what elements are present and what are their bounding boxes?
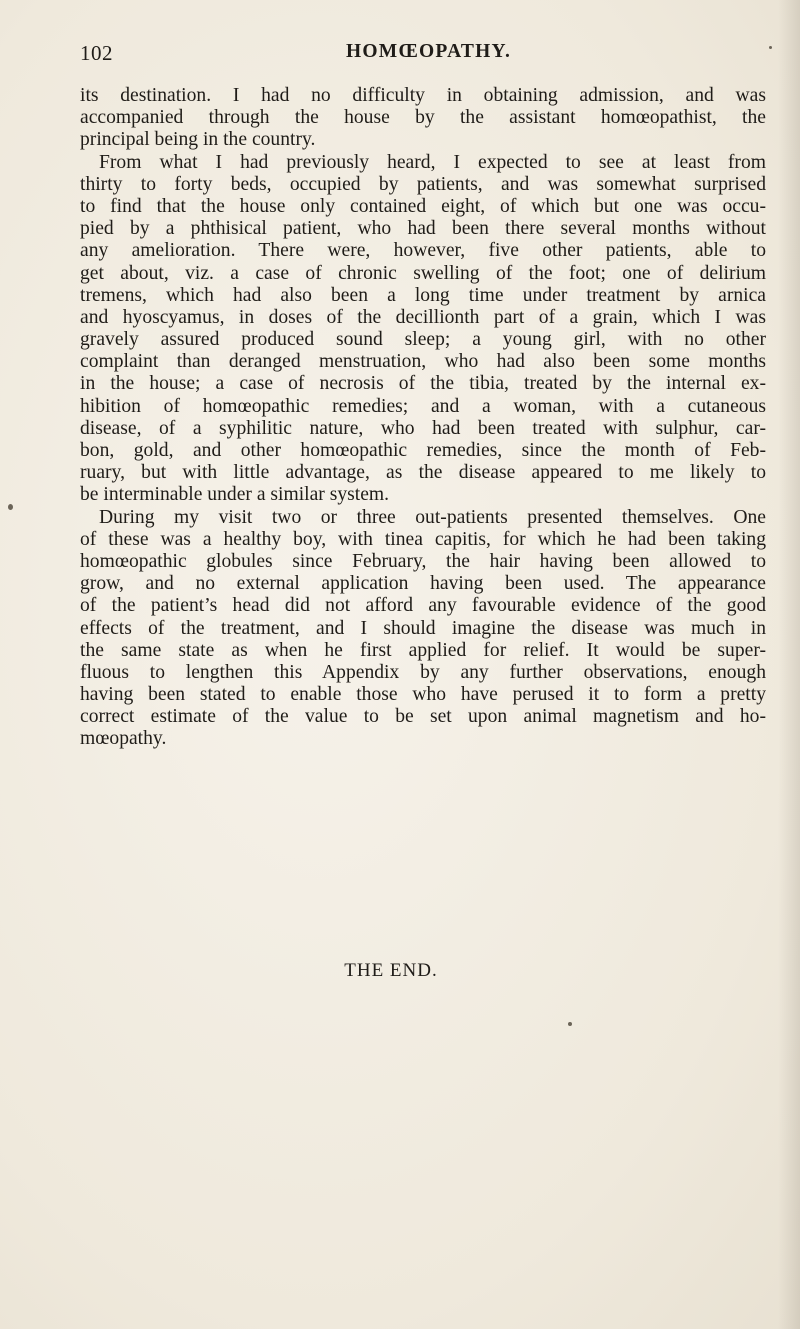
text-line: mœopathy. <box>80 728 167 750</box>
running-head: HOMŒOPATHY. <box>346 41 512 62</box>
end-mark-text: THE END. <box>344 960 438 981</box>
text-line: and hyoscyamus, in doses of the decillionth part of a grain, which I was <box>80 306 766 328</box>
body-text <box>80 85 766 751</box>
scan-speck <box>8 504 13 510</box>
text-line: ruary, but with little advantage, as the disease appeared to me likely to <box>80 462 766 484</box>
text-line: fluous to lengthen this Appendix by any further observations, enough <box>80 661 766 683</box>
text-line: having been stated to enable those who have perused it to form a pretty <box>80 684 766 706</box>
text-line: disease, of a syphilitic nature, who had been treated with sulphur, car- <box>80 417 766 439</box>
text-line: complaint than deranged menstruation, who had also been some months <box>80 351 766 373</box>
text-line: bon, gold, and other homœopathic remedies, since the month of Feb- <box>80 440 766 461</box>
text-line: any amelioration. There were, however, five other patients, able to <box>80 240 766 262</box>
text-line: tremens, which had also been a long time under treatment by arnica <box>80 284 766 306</box>
scan-speck <box>568 1022 572 1026</box>
end-mark <box>0 960 800 982</box>
text-line: homœopathic globules since February, the hair having been allowed to <box>80 550 766 572</box>
text-line: of these was a healthy boy, with tinea capitis, for which he had been taking <box>80 528 766 550</box>
text-line: the same state as when he first applied for relief. It would be super- <box>80 639 766 661</box>
text-line: pied by a phthisical patient, who had been there several months without <box>80 218 766 240</box>
text-line: accompanied through the house by the assistant homœopathist, the <box>80 107 766 129</box>
text-line: thirty to forty beds, occupied by patients, and was somewhat surprised <box>80 173 766 195</box>
text-line: correct estimate of the value to be set upon animal magnetism and ho- <box>80 706 766 728</box>
text-line: During my visit two or three out-patients presented themselves. One <box>99 506 766 528</box>
text-line: gravely assured produced sound sleep; a young girl, with no other <box>80 329 766 351</box>
page-edge-shadow <box>778 0 800 1329</box>
text-line: get about, viz. a case of chronic swelling of the foot; one of delirium <box>80 262 766 284</box>
scan-speck <box>769 46 772 49</box>
text-line: effects of the treatment, and I should imagine the disease was much in <box>80 617 766 639</box>
page-header <box>80 41 760 71</box>
text-line: From what I had previously heard, I expected to see at least from <box>99 151 766 173</box>
page-number: 102 <box>80 41 113 65</box>
text-line: to find that the house only contained eight, of which but one was occu- <box>80 195 766 217</box>
text-line: grow, and no external application having been used. The appearance <box>80 573 766 595</box>
text-line: be interminable under a similar system. <box>80 484 390 506</box>
text-line: in the house; a case of necrosis of the tibia, treated by the internal ex- <box>80 373 766 395</box>
text-line: of the patient’s head did not afford any favourable evidence of the good <box>80 595 766 617</box>
text-line: hibition of homœopathic remedies; and a woman, with a cutaneous <box>80 395 766 417</box>
text-line: its destination. I had no difficulty in obtaining admission, and was <box>80 85 766 106</box>
text-line: principal being in the country. <box>80 129 316 151</box>
